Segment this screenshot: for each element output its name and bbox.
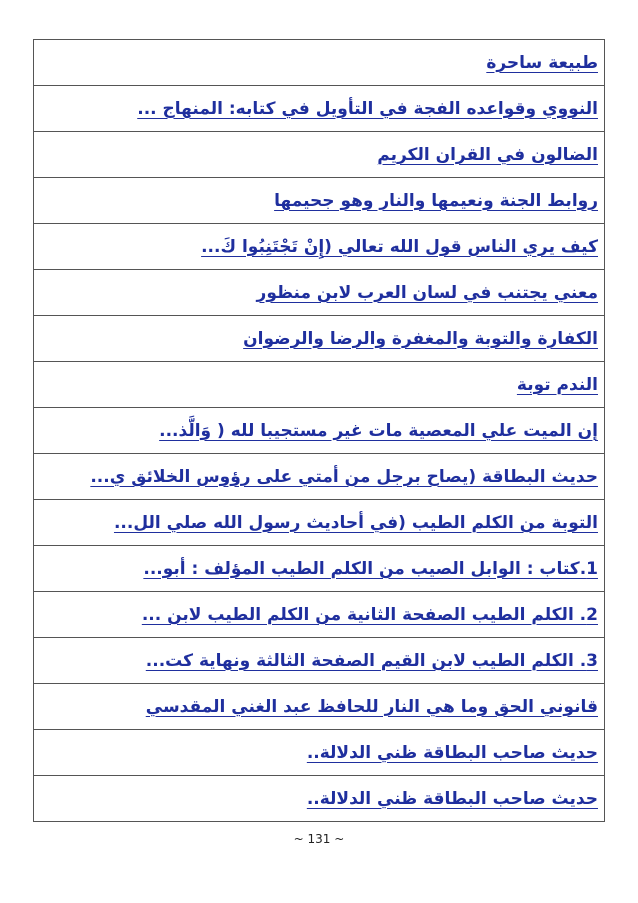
toc-link[interactable]: روابط الجنة ونعيمها والنار وهو جحيمها [274,190,598,211]
toc-row [34,684,605,730]
toc-link[interactable]: الضالون في القران الكريم [377,144,598,165]
toc-link[interactable]: 2. الكلم الطيب الصفحة الثانية من الكلم الطيب لابن ... [141,604,598,625]
page-number: ~ 131 ~ [293,832,345,846]
toc-row [34,178,605,224]
toc-link[interactable]: حديث صاحب البطاقة ظني الدلالة.. [306,788,598,809]
toc-link[interactable]: قانوني الحق وما هي النار للحافظ عبد الغني المقدسي [145,696,598,717]
toc-link[interactable]: معني يجتنب في لسان العرب لابن منظور [256,282,598,303]
toc-link[interactable]: حديث البطاقة (يصاح برجل من أمتي على رؤوس الخلائق ي... [90,466,598,487]
toc-row [34,500,605,546]
toc-row [34,776,605,822]
toc-link[interactable]: طبيعة ساحرة [486,52,598,73]
toc-link[interactable]: الندم توبة [516,374,598,395]
toc-row [34,454,605,500]
toc-row [34,638,605,684]
toc-row [34,546,605,592]
toc-row [34,408,605,454]
toc-table [33,39,605,822]
toc-row [34,132,605,178]
toc-link[interactable]: الكفارة والتوبة والمغفرة والرضا والرضوان [243,328,598,349]
toc-link[interactable]: التوبة من الكلم الطيب (في أحاديث رسول الله صلي الل... [113,512,598,533]
toc-link[interactable]: 3. الكلم الطيب لابن القيم الصفحة الثالثة ونهاية كت... [145,650,598,671]
toc-row [34,316,605,362]
toc-row [34,592,605,638]
toc-link[interactable]: كيف يري الناس قول الله تعالي (إِنْ تَجْتَنِبُوا كَ... [201,236,598,257]
toc-row [34,224,605,270]
toc-link[interactable]: 1.كتاب : الوابل الصيب من الكلم الطيب المؤلف : أبو... [143,558,598,579]
toc-row [34,270,605,316]
toc-link[interactable]: النووي وقواعده الفجة في التأويل في كتابه: المنهاج ... [137,98,598,119]
toc-row [34,86,605,132]
toc-row [34,40,605,86]
toc-row [34,730,605,776]
toc-row [34,362,605,408]
toc-link[interactable]: حديث صاحب البطاقة ظني الدلالة.. [306,742,598,763]
toc-link[interactable]: إن الميت علي المعصية مات غير مستجيبا لله ( وَالَّذ... [159,420,598,441]
